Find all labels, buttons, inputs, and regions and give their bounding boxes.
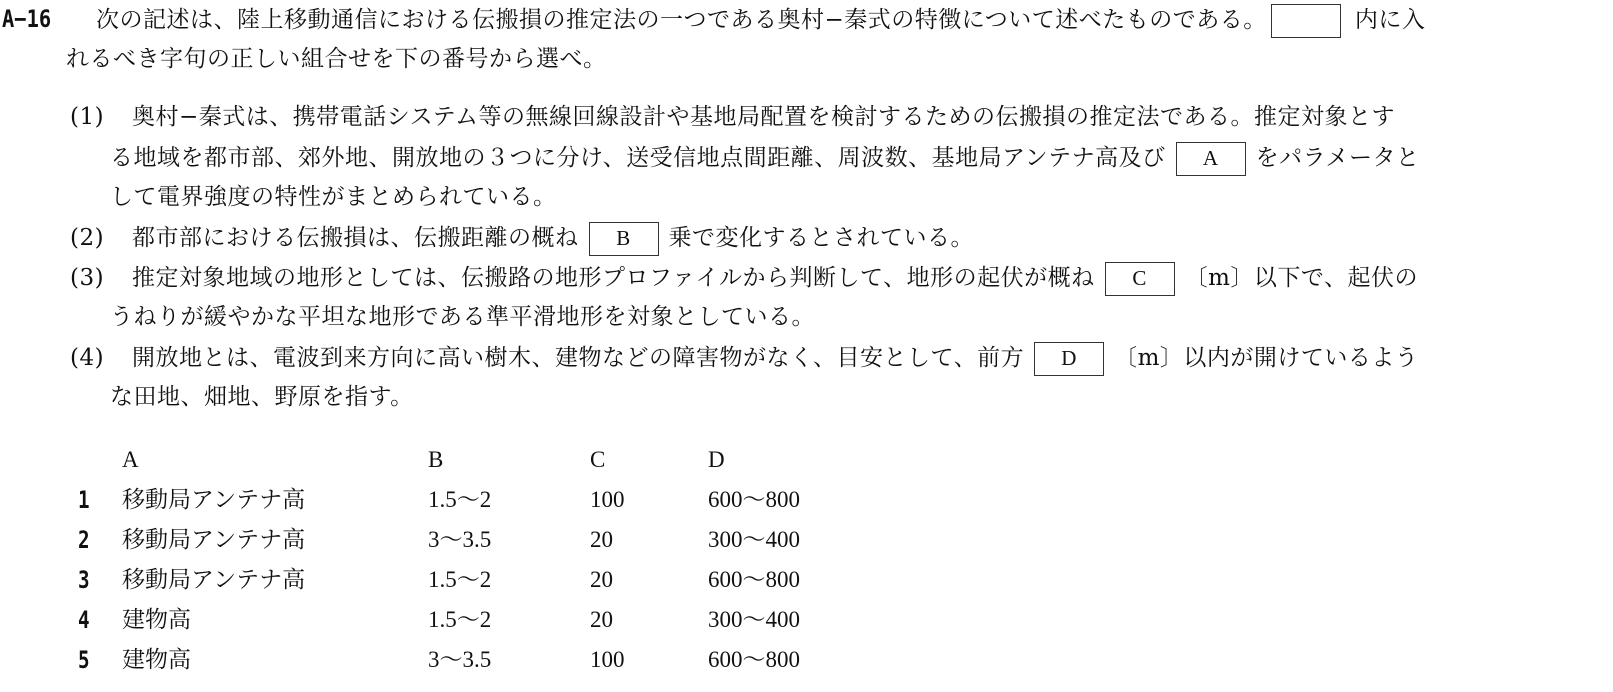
- item-label: (2): [70, 225, 105, 251]
- item-4-line2: な田地、畑地、野原を指す。: [110, 384, 414, 410]
- blank-box-a: A: [1176, 142, 1246, 176]
- item-3-line1: [70, 262, 1418, 296]
- item-1-line3: して電界強度の特性がまとめられている。: [110, 184, 557, 210]
- choice-c: 100: [590, 487, 625, 512]
- item-4-line1: [70, 342, 1418, 376]
- item-text: 奥村−秦式は、携帯電話システム等の無線回線設計や基地局配置を検討するための伝搬損の推定法である。推定対象とす: [132, 104, 1395, 130]
- choice-b: 1.5～2: [428, 607, 492, 632]
- choice-number: 3: [78, 566, 90, 594]
- blank-box-b: B: [589, 222, 659, 256]
- item-text: 開放地とは、電波到来方向に高い樹木、建物などの障害物がなく、目安として、前方: [132, 345, 1025, 371]
- choice-a: 建物高: [122, 607, 191, 633]
- item-text: る地域を都市部、郊外地、開放地の３つに分け、送受信地点間距離、周波数、基地局アンテナ高及び: [110, 145, 1166, 171]
- blank-box-d: D: [1034, 342, 1104, 376]
- choice-d: 300～400: [708, 527, 800, 552]
- item-text: 〔m〕以内が開けているよう: [1114, 345, 1419, 371]
- item-text: 乗で変化するとされている。: [668, 225, 974, 251]
- item-text: をパラメータと: [1255, 145, 1420, 171]
- item-text: 推定対象地域の地形としては、伝搬路の地形プロファイルから判断して、地形の起伏が概ね: [132, 265, 1095, 291]
- choice-number: 5: [78, 646, 90, 674]
- blank-box-empty: [1271, 4, 1341, 38]
- header-a: A: [122, 447, 139, 472]
- item-text: 都市部における伝搬損は、伝搬距離の概ね: [132, 225, 579, 251]
- question-stem-line2: れるべき字句の正しい組合せを下の番号から選べ。: [66, 46, 607, 72]
- choice-d: 600～800: [708, 647, 800, 672]
- item-label: (3): [70, 265, 105, 291]
- choice-d: 600～800: [708, 487, 800, 512]
- item-label: (4): [70, 345, 105, 371]
- choice-b: 3～3.5: [428, 527, 492, 552]
- choice-a: 移動局アンテナ高: [122, 487, 306, 513]
- choice-a: 移動局アンテナ高: [122, 527, 306, 553]
- header-c: C: [590, 447, 606, 472]
- item-text: 〔m〕以下で、起伏の: [1184, 265, 1418, 291]
- choice-b: 1.5～2: [428, 487, 492, 512]
- item-1-line2: [110, 142, 1419, 176]
- choice-number: 4: [78, 606, 90, 634]
- choice-d: 600～800: [708, 567, 800, 592]
- blank-box-c: C: [1105, 262, 1175, 296]
- stem-text-tail: 内に入: [1354, 7, 1426, 33]
- choice-number: 2: [78, 526, 90, 554]
- choice-b: 1.5～2: [428, 567, 492, 592]
- choice-c: 20: [590, 607, 613, 632]
- question-stem-line1: [96, 4, 1425, 38]
- choice-a: 建物高: [122, 647, 191, 673]
- stem-text: 次の記述は、陸上移動通信における伝搬損の推定法の一つである奥村−秦式の特徴について述べたものである。: [96, 7, 1267, 33]
- item-2-line1: [70, 222, 974, 256]
- item-1-line1: [70, 102, 1395, 132]
- question-number: A−16: [2, 5, 52, 33]
- choice-d: 300～400: [708, 607, 800, 632]
- header-d: D: [708, 447, 725, 472]
- choice-b: 3～3.5: [428, 647, 492, 672]
- choice-c: 20: [590, 527, 613, 552]
- choice-number: 1: [78, 486, 90, 514]
- item-label: (1): [70, 104, 105, 130]
- choice-c: 20: [590, 567, 613, 592]
- choice-a: 移動局アンテナ高: [122, 567, 306, 593]
- header-b: B: [428, 447, 444, 472]
- item-3-line2: うねりが緩やかな平坦な地形である準平滑地形を対象としている。: [110, 304, 815, 330]
- choice-c: 100: [590, 647, 625, 672]
